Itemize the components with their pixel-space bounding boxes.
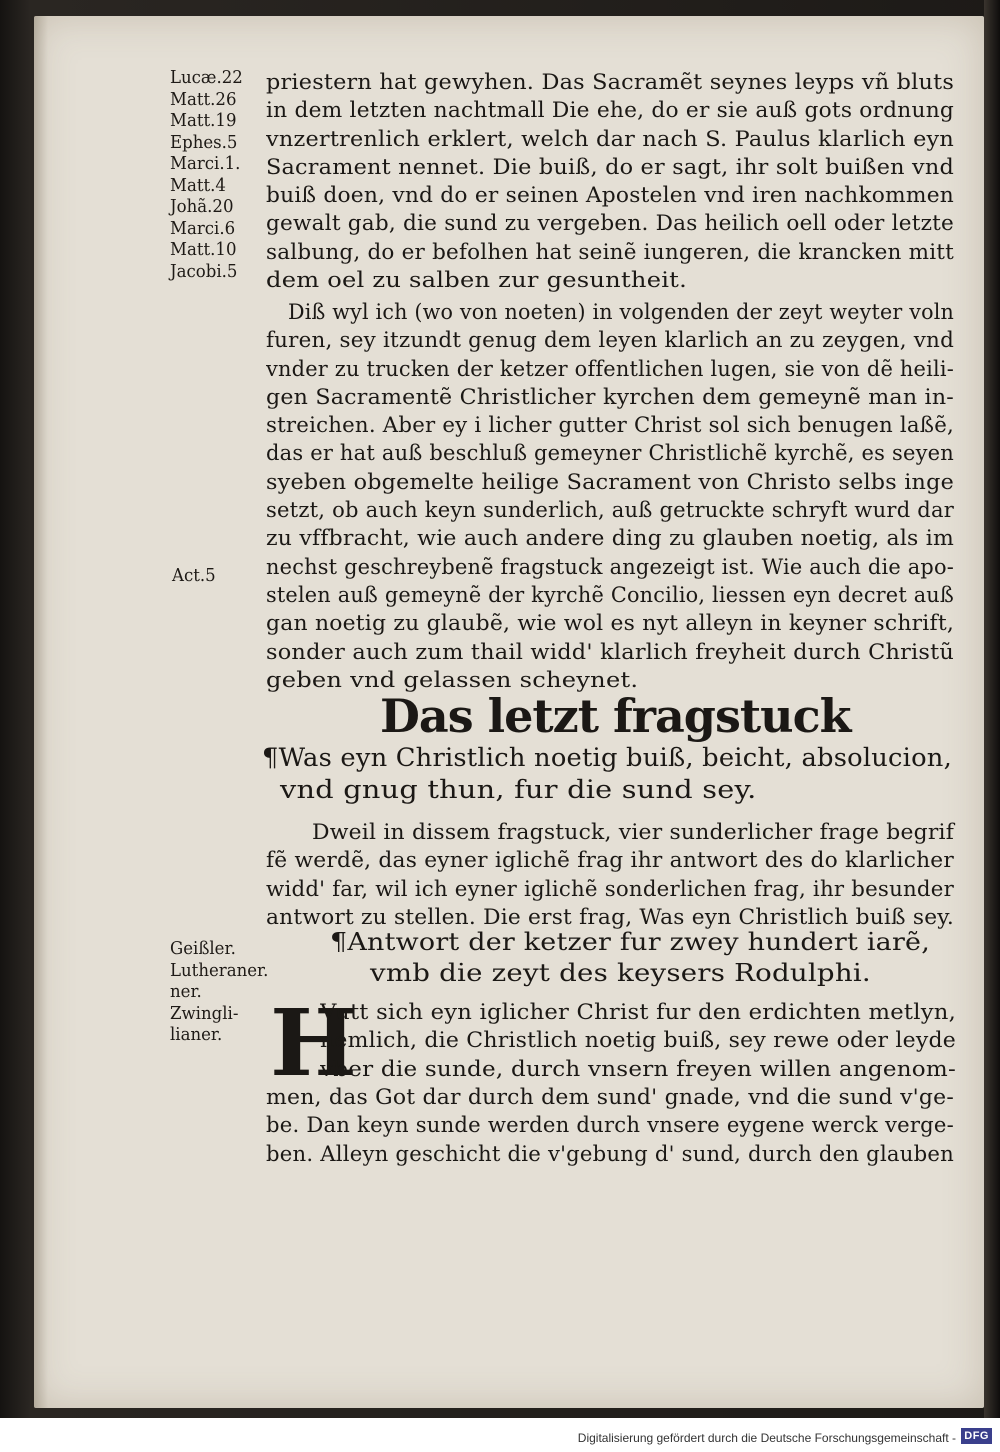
paragraph-answer-indented [320, 998, 960, 1083]
section-heading: Das letzt fragstuck [380, 689, 851, 743]
margin-note: Marci.1. [170, 153, 241, 174]
margin-note: Jacobi.5 [170, 260, 238, 282]
margin-note: lianer. [170, 1024, 223, 1045]
margin-note: Matt.10 [170, 239, 237, 260]
text-line: nemlich, die Christlich noetig buiß, sey rewe oder leyde [320, 1028, 956, 1053]
question-line: ¶Was eyn Christlich noetig buiß, beicht, absolucion, [262, 743, 952, 772]
margin-note: Matt.26 [170, 88, 237, 110]
margin-note-acts: Act.5 [172, 565, 216, 586]
paragraph-four-questions [266, 818, 956, 931]
margin-note: ner. [170, 981, 202, 1002]
text-line: buiß doen, vnd do er seinen Apostelen vnd iren nachkommen [266, 183, 954, 208]
text-line: Sacrament nennet. Die buiß, do er sagt, ihr solt buißen vnd [266, 154, 955, 179]
paragraph-heretics [266, 298, 956, 694]
margin-note: Zwingli- [170, 1002, 239, 1024]
text-line: vber die sunde, durch vnsern freyen willen angenom- [320, 1056, 956, 1081]
margin-note: Ephes.5 [170, 131, 238, 153]
text-line: be. Dan keyn sunde werden durch vnsere eygene werck verge- [266, 1113, 954, 1138]
text-line: nechst geschreybenẽ fragstuck angezeigt ist. Wie auch die apo- [266, 554, 954, 579]
question-line: vnd gnug thun, fur die sund sey. [280, 775, 757, 804]
answer-heading [330, 927, 970, 989]
text-line: geben vnd gelassen scheynet. [266, 667, 639, 692]
text-line: men, das Got dar durch dem sund' gnade, vnd die sund v'ge- [266, 1085, 954, 1109]
text-line: stelen auß gemeynẽ der kyrchẽ Concilio, liessen eyn decret auß [266, 582, 954, 607]
text-line: in dem letzten nachtmall Die ehe, do er sie auß gots ordnung [266, 98, 955, 123]
text-line: Diß wyl ich (wo von noeten) in volgenden der zeyt weyter voln [288, 300, 954, 324]
text-line: gen Sacramentẽ Christlicher kyrchen dem gemeynẽ man in- [266, 384, 954, 409]
text-line: syeben obgemelte heilige Sacrament von Christo selbs inge [266, 469, 954, 494]
text-line: gewalt gab, die sund zu vergeben. Das heilich oell oder letzte [266, 211, 954, 236]
text-line: sonder auch zum thail widd' klarlich freyheit durch Christũ [266, 639, 954, 664]
text-line: antwort zu stellen. Die erst frag, Was eyn Christlich buiß sey. [266, 904, 954, 929]
drop-cap: H [270, 989, 357, 1097]
page-edge-right [984, 0, 1000, 1418]
margin-references-top [170, 67, 266, 282]
margin-note: Geißler. [170, 938, 236, 959]
margin-note: Marci.6 [170, 217, 236, 239]
margin-note: Lucæ.22 [170, 67, 243, 88]
margin-note: Matt.4 [170, 174, 226, 196]
text-line: setzt, ob auch keyn sunderlich, auß getruckte schryft wurd dar [266, 498, 955, 523]
margin-references-bottom [170, 938, 269, 1046]
text-line: vnder zu trucken der ketzer offentlichen lugen, sie von dẽ heili- [266, 356, 954, 381]
answer-heading-line: ¶Antwort der ketzer fur zwey hundert iarẽ, [330, 928, 930, 956]
text-line: streichen. Aber ey i licher gutter Christ sol sich benugen laßẽ, [266, 413, 954, 438]
text-line: Dweil in dissem fragstuck, vier sunderlicher frage begrif [312, 820, 954, 844]
answer-heading-line: vmb die zeyt des keysers Rodulphi. [370, 959, 871, 987]
margin-note: Lutheraner. [170, 959, 269, 981]
text-line: priestern hat gewyhen. Das Sacramẽt seynes leyps vñ bluts [266, 70, 954, 94]
text-line: zu vffbracht, wie auch andere ding zu glauben noetig, als im [266, 526, 954, 551]
text-line: gan noetig zu glaubẽ, wie wol es nyt alleyn in keyner schrift, [266, 611, 954, 636]
paragraph-sacraments [266, 68, 956, 294]
text-line: vnzertrenlich erklert, welch dar nach S. Paulus klarlich eyn [266, 126, 954, 151]
text-line: dem oel zu salben zur gesuntheit. [266, 268, 688, 293]
funding-notice: Digitalisierung gefördert durch die Deutsche Forschungsgemeinschaft - [577, 1431, 956, 1445]
question-block [262, 742, 962, 806]
text-line: salbung, do er befolhen hat seinẽ iungeren, die krancken mitt [266, 239, 955, 264]
text-line: das er hat auß beschluß gemeyner Christlichẽ kyrchẽ, es seyen [266, 441, 954, 466]
text-line: Vutt sich eyn iglicher Christ fur den erdichten metlyn, [320, 1000, 956, 1024]
dfg-logo: DFG [961, 1428, 992, 1444]
text-line: fẽ werdẽ, das eyner iglichẽ frag ihr antwort des do klarlicher [266, 848, 954, 873]
margin-note: Johã.20 [170, 196, 234, 217]
text-line: ben. Alleyn geschicht die v'gebung d' sund, durch den glauben [266, 1141, 954, 1166]
page-gutter-shade [34, 16, 48, 1408]
margin-note: Matt.19 [170, 110, 237, 131]
paragraph-answer-full [266, 1083, 956, 1168]
text-line: widd' far, wil ich eyner iglichẽ sonderlichen frag, ihr besunder [266, 876, 954, 901]
text-line: furen, sey itzundt genug dem leyen klarlich an zu zeygen, vnd [266, 328, 954, 353]
